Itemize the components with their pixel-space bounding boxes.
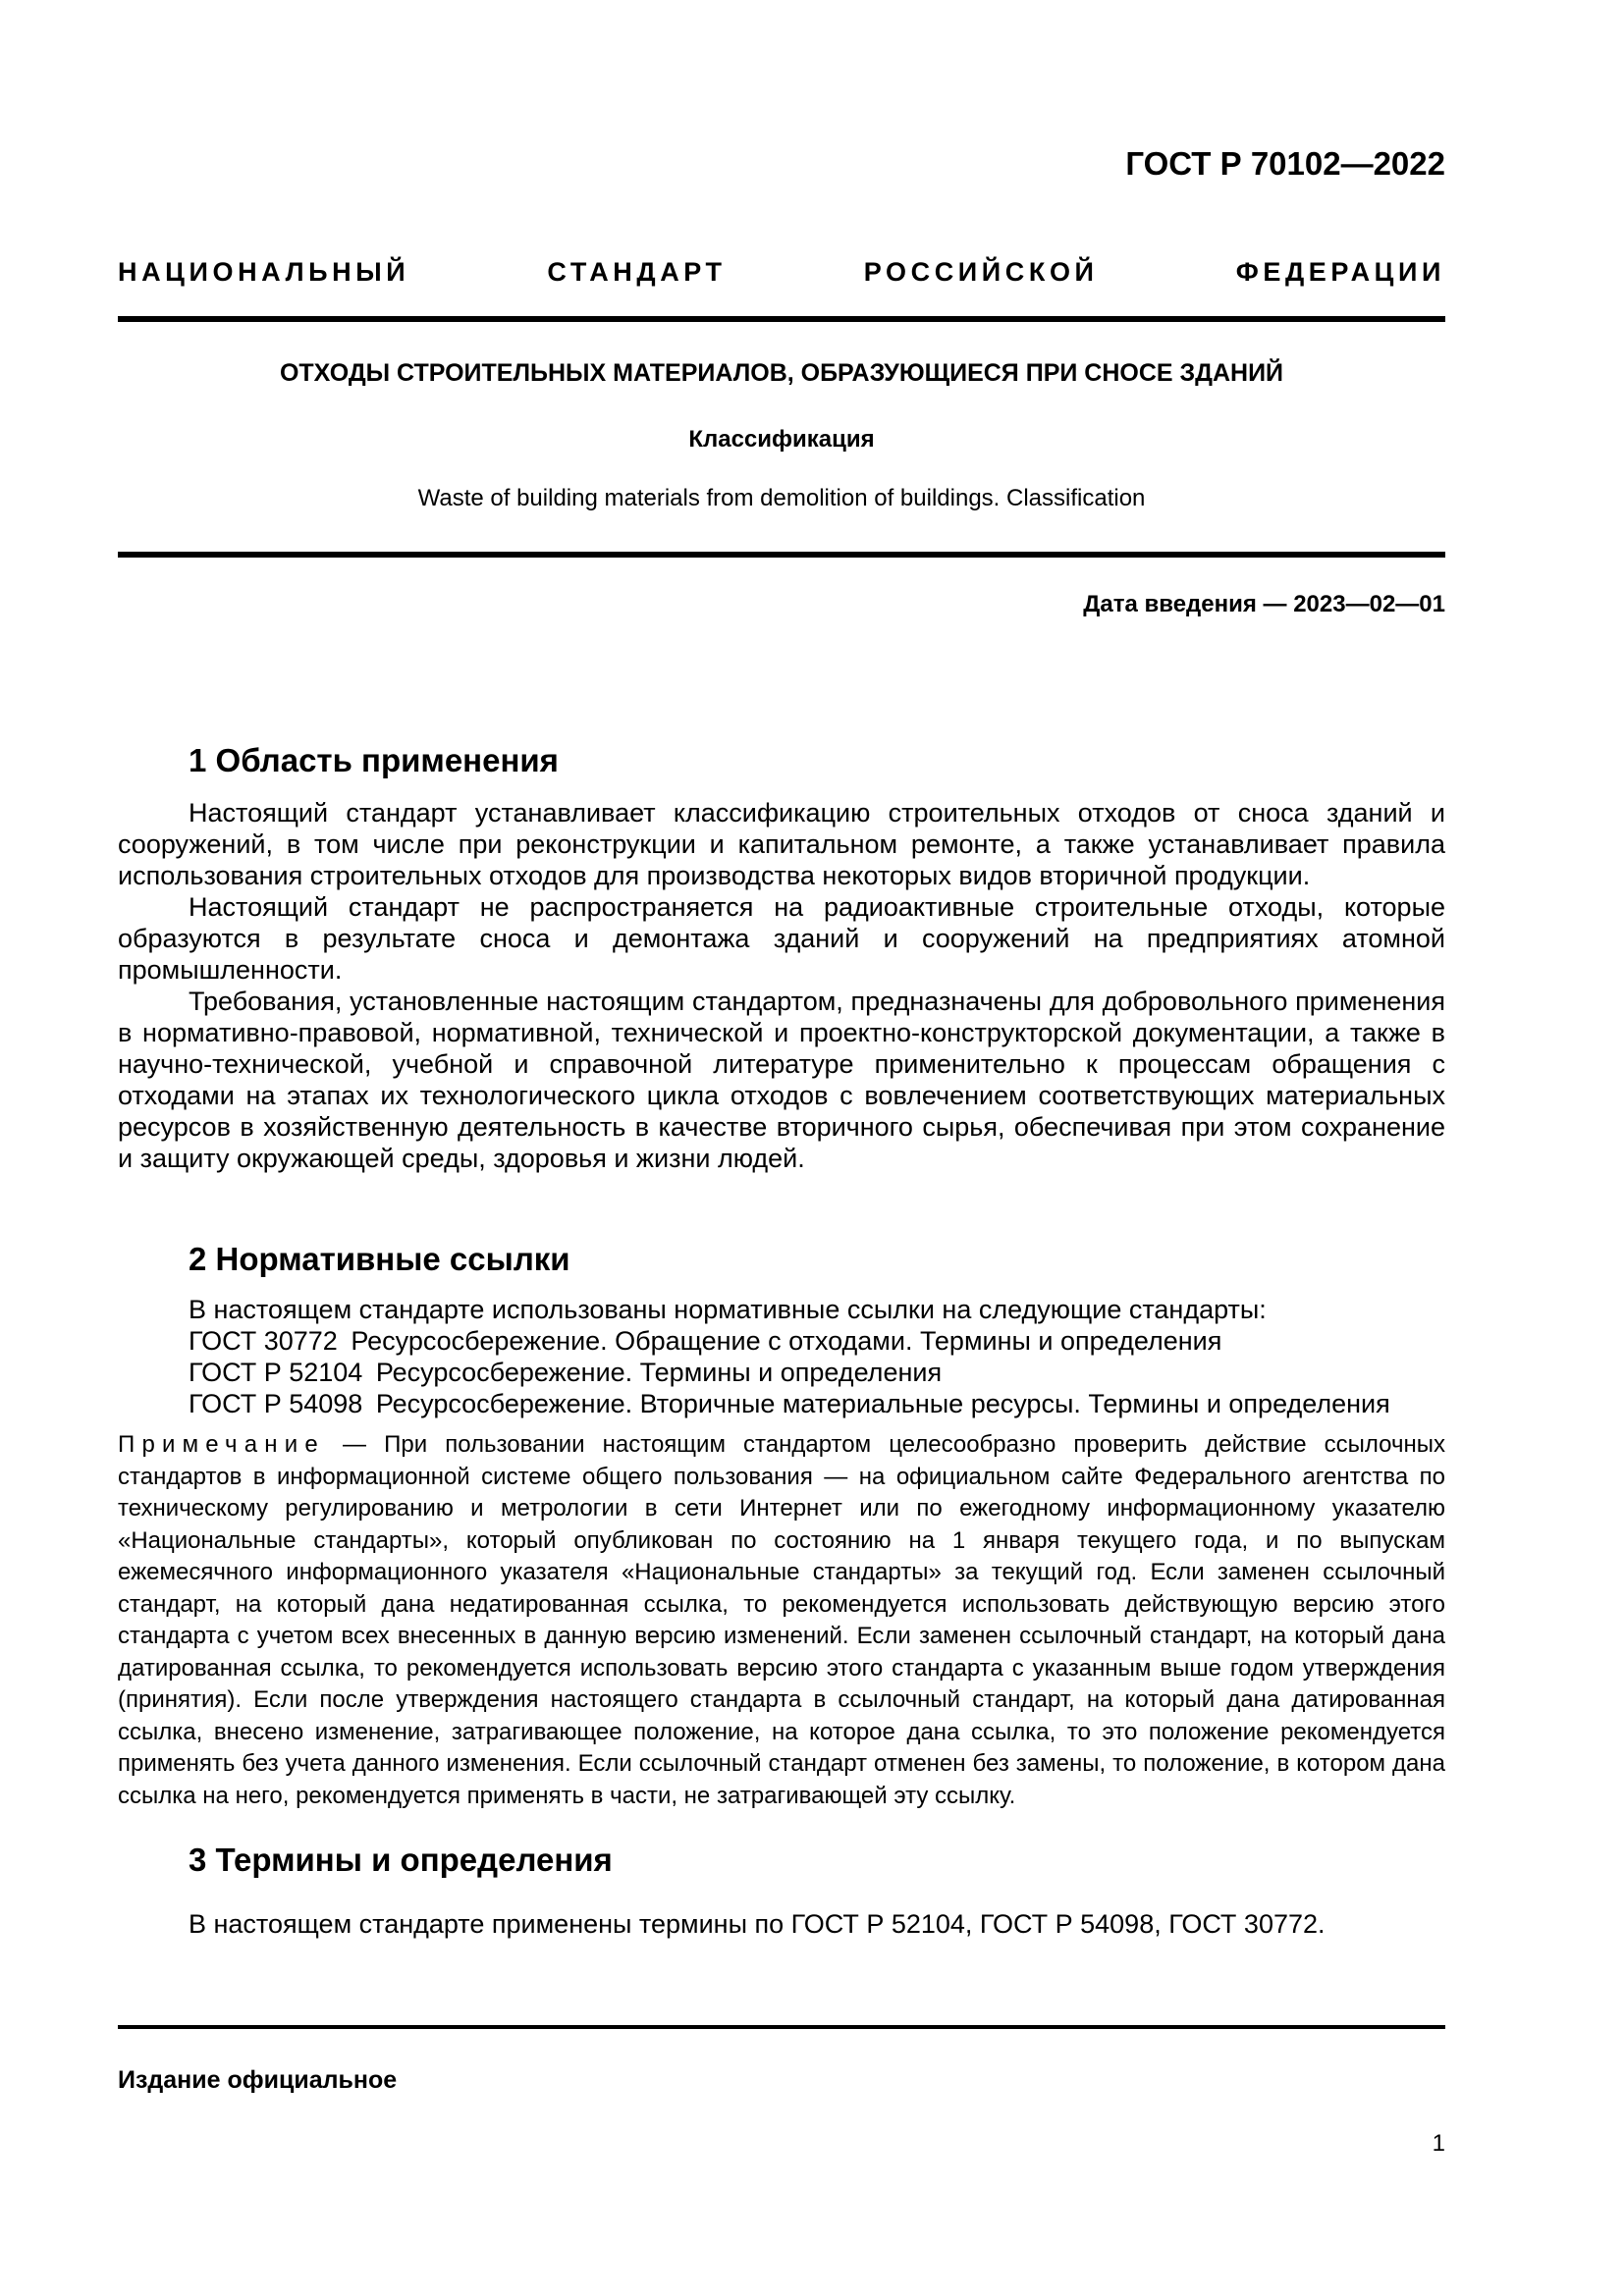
reference-item (118, 1357, 1445, 1388)
introduction-date: Дата введения — 2023—02—01 (1083, 591, 1445, 617)
references-intro: В настоящем стандарте использованы нормативные ссылки на следующие стандарты: (189, 1295, 1267, 1324)
reference-code: ГОСТ Р 54098 (189, 1389, 363, 1418)
reference-title: Ресурсосбережение. Вторичные материальные ресурсы. Термины и определения (375, 1389, 1390, 1418)
footer-divider (118, 2025, 1445, 2029)
section-heading-scope: 1 Область применения (189, 742, 559, 778)
scope-paragraph: Требования, установленные настоящим стандартом, предназначены для добровольного применения в нормативно-правовой, нормативной, технической и проектно-конструкторской документации, а также в научно-технической, учебной и справочной литературе применительно к процессам обращения с отходами на этапах их технологического цикла отходов с вовлечением соответствующих материальных ресурсов в хозяйственную деятельность в качестве вторичного сырья, обеспечивая при этом сохранение и защиту окружающей среды, здоровья и жизни людей. (118, 987, 1445, 1173)
scope-text (118, 797, 1445, 1174)
reference-item (118, 1325, 1445, 1357)
terms-text (118, 1908, 1445, 1940)
standard-title: ОТХОДЫ СТРОИТЕЛЬНЫХ МАТЕРИАЛОВ, ОБРАЗУЮЩИЕСЯ ПРИ СНОСЕ ЗДАНИЙ (279, 359, 1284, 387)
reference-title: Ресурсосбережение. Обращение с отходами. Термины и определения (351, 1326, 1222, 1356)
section-heading-terms: 3 Термины и определения (189, 1842, 613, 1878)
scope-paragraph: Настоящий стандарт устанавливает классификацию строительных отходов от сноса зданий и сооружений, в том числе при реконструкции и капитальном ремонте, а также устанавливает правила использования строительных отходов для производства некоторых видов вторичной продукции. (118, 798, 1445, 890)
reference-code: ГОСТ 30772 (189, 1326, 338, 1356)
reference-code: ГОСТ Р 52104 (189, 1358, 363, 1387)
reference-title: Ресурсосбережение. Термины и определения (375, 1358, 943, 1387)
document-code: ГОСТ Р 70102—2022 (1125, 145, 1445, 182)
standard-english-title: Waste of building materials from demolition of buildings. Classification (417, 485, 1146, 511)
references-list (118, 1294, 1445, 1419)
scope-paragraph: Настоящий стандарт не распространяется на радиоактивные строительные отходы, которые образуются в результате сноса и демонтажа зданий и сооружений на предприятиях атомной промышленности. (118, 892, 1445, 985)
edition-label: Издание официальное (118, 2066, 398, 2094)
note-label: Примечание (118, 1431, 325, 1458)
standard-subtitle: Классификация (688, 426, 875, 453)
reference-item (118, 1388, 1445, 1419)
section-heading-references: 2 Нормативные ссылки (189, 1241, 570, 1277)
header-divider (118, 316, 1445, 322)
document-page (118, 0, 1445, 2296)
references-note (118, 1429, 1445, 1812)
terms-paragraph: В настоящем стандарте применены термины по ГОСТ Р 52104, ГОСТ Р 54098, ГОСТ 30772. (189, 1909, 1326, 1939)
title-divider (118, 552, 1445, 558)
page-number: 1 (1432, 2130, 1445, 2157)
national-standard-title: НАЦИОНАЛЬНЫЙ СТАНДАРТ РОССИЙСКОЙ ФЕДЕРАЦИИ (118, 257, 1445, 287)
note-text: — При пользовании настоящим стандартом целесообразно проверить действие ссылочных стандартов в информационной системе общего пользования — на официальном сайте Федерального агентства по техническому регулированию и метрологии в сети Интернет или по ежегодному информационному указателю «Национальные стандарты», который опубликован по состоянию на 1 января текущего года, и по выпускам ежемесячного информационного указателя «Национальные стандарты» за текущий год. Если заменен ссылочный стандарт, на который дана недатированная ссылка, то рекомендуется использовать действующую версию этого стандарта с учетом всех внесенных в данную версию изменений. Если заменен ссылочный стандарт, на который дана датированная ссылка, то рекомендуется использовать версию этого стандарта с указанным выше годом утверждения (принятия). Если после утверждения настоящего стандарта в ссылочный стандарт, на который дана датированная ссылка, внесено изменение, затрагивающее положение, на которое дана ссылка, то это положение рекомендуется применять без учета данного изменения. Если ссылочный стандарт отменен без замены, то положение, в котором дана ссылка на него, рекомендуется применять в части, не затрагивающей эту ссылку. (118, 1431, 1445, 1809)
